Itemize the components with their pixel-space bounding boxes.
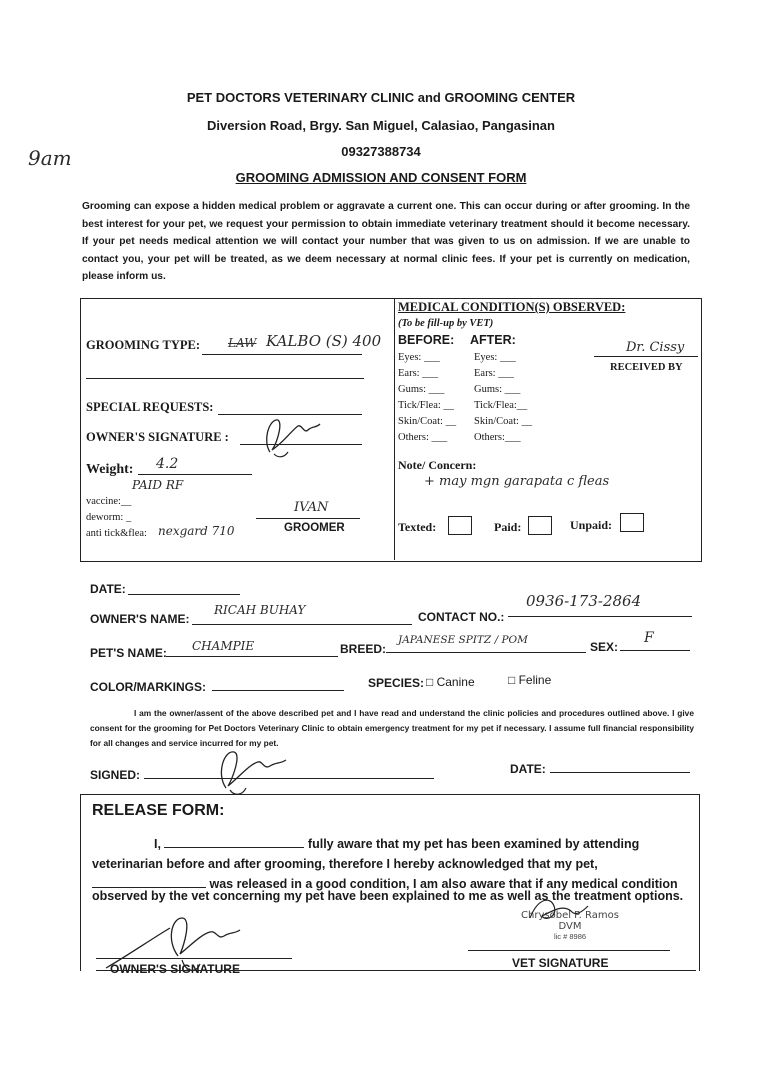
texted-label: Texted:: [398, 520, 437, 534]
weight-note: PAID RF: [132, 478, 184, 492]
paid-label: Paid:: [494, 520, 522, 534]
received-by-line: [594, 356, 698, 357]
date-line[interactable]: [128, 594, 240, 595]
sex-label: SEX:: [590, 640, 619, 654]
date-label: DATE:: [90, 582, 126, 596]
note-label: Note/ Concern:: [398, 458, 477, 472]
check-after-tick[interactable]: Tick/Flea:__: [474, 400, 528, 411]
grooming-type-value[interactable]: KALBO (S) 400: [266, 332, 382, 350]
check-after-skin[interactable]: Skin/Coat: __: [474, 416, 533, 427]
vet-stamp-lic: lic # 8986: [553, 932, 587, 941]
paid-checkbox[interactable]: [528, 516, 552, 535]
deworm-label: deworm: _: [86, 512, 132, 523]
clinic-name: PET DOCTORS VETERINARY CLINIC and GROOMING CENTER: [186, 90, 576, 105]
medical-subtitle: (To be fill-up by VET): [398, 318, 494, 329]
check-before-others[interactable]: Others: ___: [398, 432, 448, 443]
grooming-type-strike: LAW: [228, 336, 257, 350]
release-bottom-line: [96, 970, 696, 971]
before-label: BEFORE:: [398, 333, 455, 347]
anti-tick-label: anti tick&flea:: [86, 528, 147, 539]
groomer-line: [256, 518, 360, 519]
check-before-eyes[interactable]: Eyes: ___: [398, 352, 440, 363]
anti-tick-value[interactable]: nexgard 710: [158, 524, 235, 538]
clinic-phone: 09327388734: [341, 144, 421, 159]
feline-label: Feline: [518, 673, 552, 687]
unpaid-label: Unpaid:: [570, 518, 613, 532]
consent-date-line[interactable]: [550, 772, 690, 773]
color-line[interactable]: [212, 690, 344, 691]
received-by-value[interactable]: Dr. Cissy: [626, 340, 685, 355]
breed-value[interactable]: JAPANESE SPITZ / POM: [398, 634, 528, 646]
owner-name-label: OWNER'S NAME:: [90, 612, 190, 626]
before-checklist: [398, 350, 456, 446]
pet-name-label: PET'S NAME:: [90, 646, 167, 660]
received-by-label: RECEIVED BY: [610, 362, 683, 373]
check-before-gums[interactable]: Gums: ___: [398, 384, 445, 395]
signed-label: SIGNED:: [90, 768, 141, 782]
vet-signature-label: VET SIGNATURE: [512, 956, 609, 970]
grooming-type-line: [202, 354, 362, 355]
grooming-type-line-2: [86, 378, 364, 379]
check-before-ears[interactable]: Ears: ___: [398, 368, 438, 379]
signed-signature-scribble: [212, 744, 292, 800]
pet-name-line: [166, 656, 338, 657]
species-feline[interactable]: □ Feline: [508, 673, 552, 687]
check-before-tick[interactable]: Tick/Flea: __: [398, 400, 454, 411]
release-owner-signature-line[interactable]: [96, 958, 292, 959]
weight-label: Weight:: [86, 462, 134, 477]
vet-signature-line[interactable]: [468, 950, 670, 951]
release-line-2: veterinarian before and after grooming, therefore I hereby acknowledged that my pet,: [92, 857, 598, 871]
grooming-type-label: GROOMING TYPE:: [86, 338, 201, 352]
species-canine[interactable]: □ Canine: [426, 675, 475, 689]
release-line-4: observed by the vet concerning my pet have been explained to me as well as the treatment options.: [92, 889, 684, 903]
owner-name-line: [192, 624, 412, 625]
canine-label: Canine: [436, 675, 475, 689]
species-label: SPECIES:: [368, 676, 425, 690]
special-requests-label: SPECIAL REQUESTS:: [86, 400, 214, 414]
release-owner-signature-label: OWNER'S SIGNATURE: [110, 962, 240, 976]
box-divider: [394, 298, 395, 560]
unpaid-checkbox[interactable]: [620, 513, 644, 532]
note-value[interactable]: + may mgn garapata c fleas: [424, 474, 610, 489]
contact-line: [508, 616, 692, 617]
check-after-eyes[interactable]: Eyes: ___: [474, 352, 516, 363]
contact-label: CONTACT NO.:: [418, 610, 505, 624]
intro-paragraph: Grooming can expose a hidden medical problem or aggravate a current one. This can occur during or after grooming. In the best interest for your pet, we request your permission to obtain immediate veterinary treatment should it become necessary. If your pet needs medical attention we will contact your number that was given to us on admission. If we are unable to contact you, your pet will be treated, as we deem necessary at normal clinic fees. If your pet is currently on medication, please inform us.: [82, 201, 690, 282]
weight-line: [138, 474, 252, 475]
groomer-label: GROOMER: [284, 522, 345, 534]
contact-value[interactable]: 0936-173-2864: [526, 592, 642, 610]
weight-value[interactable]: 4.2: [156, 456, 179, 472]
check-before-skin[interactable]: Skin/Coat: __: [398, 416, 457, 427]
vet-stamp-name: Chrysobel P. Ramos DVM: [521, 910, 619, 932]
after-checklist: [474, 350, 532, 446]
medical-title: MEDICAL CONDITION(S) OBSERVED:: [398, 300, 626, 314]
texted-checkbox[interactable]: [448, 516, 472, 535]
owner-signature-label: OWNER'S SIGNATURE :: [86, 430, 229, 444]
release-owner-blank[interactable]: [164, 835, 304, 848]
check-after-ears[interactable]: Ears: ___: [474, 368, 514, 379]
margin-note: 9am: [28, 146, 72, 170]
sex-line: [620, 650, 690, 651]
release-line-3: was released in a good condition, I am also aware that if any medical condition: [92, 874, 690, 894]
vet-signature-scribble: [524, 892, 594, 928]
clinic-address: Diversion Road, Brgy. San Miguel, Calasiao, Pangasinan: [207, 118, 555, 133]
breed-line: [386, 652, 586, 653]
check-after-others[interactable]: Others:___: [474, 432, 521, 443]
pet-name-value[interactable]: CHAMPIE: [192, 639, 255, 653]
form-title: GROOMING ADMISSION AND CONSENT FORM: [235, 170, 527, 185]
after-label: AFTER:: [470, 333, 516, 347]
color-label: COLOR/MARKINGS:: [90, 680, 206, 694]
check-after-gums[interactable]: Gums: ___: [474, 384, 521, 395]
breed-label: BREED:: [340, 642, 387, 656]
vaccine-label: vaccine:__: [86, 496, 132, 507]
release-line-1: I, fully aware that my pet has been examined by attending: [154, 837, 640, 851]
sex-value[interactable]: F: [644, 630, 654, 646]
release-title: RELEASE FORM:: [92, 802, 225, 819]
owner-signature-scribble: [258, 412, 328, 462]
consent-text: I am the owner/assent of the above described pet and I have read and understand the clinic policies and procedures outlined above. I give consent for the grooming for Pet Doctors Veterinary Clinic to obtain emergency treatment for my pet if necessary. I assume full financial responsibility for all changes and service incurred for my pet.: [90, 708, 694, 748]
consent-date-label: DATE:: [510, 762, 546, 776]
owner-name-value[interactable]: RICAH BUHAY: [214, 603, 306, 617]
groomer-value[interactable]: IVAN: [294, 500, 329, 515]
